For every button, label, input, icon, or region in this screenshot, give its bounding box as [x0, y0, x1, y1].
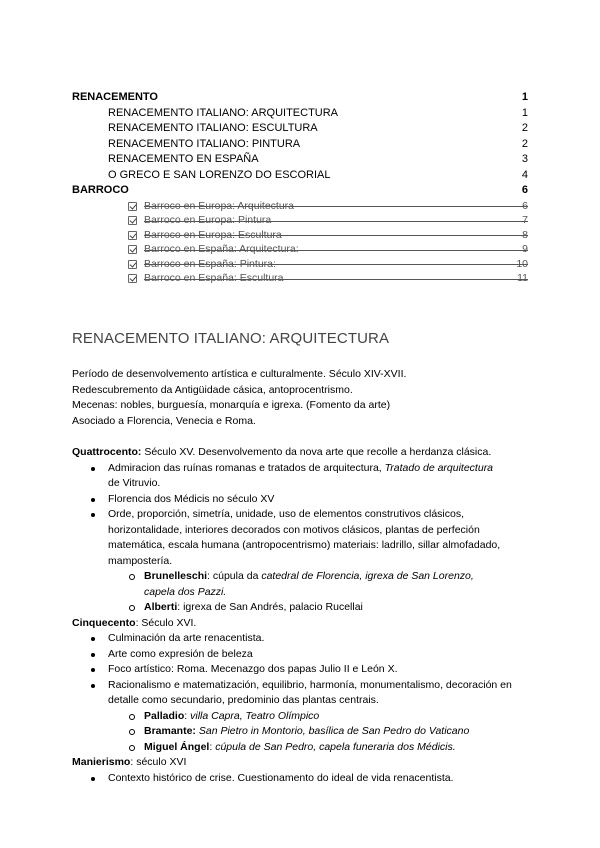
- term-label: Quattrocento:: [72, 446, 142, 458]
- toc-page-number: 9: [522, 243, 528, 256]
- toc-page-number: 1: [521, 91, 528, 103]
- toc-entry[interactable]: [72, 152, 528, 168]
- list-item: Orde, proporción, simetría, unidade, uso de elementos construtivos clásicos, horizontalidade, interiores decorados con motivos clásicos, plantas de perfeción matemática, escala humana (antropocentrismo) materiais: ladrillo, sillar almofadado, mampostería.: [72, 507, 532, 569]
- toc-label: Barroco en España: Arquitectura:: [144, 243, 299, 256]
- intro-line: Redescubremento da Antigüidade cásica, antoprocentrismo.: [72, 383, 353, 396]
- toc-label: O GRECO E SAN LORENZO DO ESCORIAL: [108, 168, 331, 181]
- toc-page-number: 10: [516, 257, 528, 270]
- document-body: [72, 367, 532, 786]
- toc-label: RENACEMENTO ITALIANO: ARQUITECTURA: [108, 106, 339, 119]
- toc-label: Barroco en Europa: Arquitectura: [144, 199, 295, 212]
- section-heading: RENACEMENTO ITALIANO: ARQUITECTURA: [72, 330, 390, 347]
- list-item-text: :: [209, 740, 216, 753]
- toc-checklist-entry[interactable]: [72, 199, 528, 214]
- toc-entry-barroco[interactable]: [72, 183, 528, 199]
- strikethrough-line: [144, 206, 528, 207]
- strikethrough-line: [144, 279, 528, 280]
- toc-label: RENACEMENTO ITALIANO: ESCULTURA: [108, 122, 318, 134]
- term-description: : Século XVI.: [135, 616, 197, 629]
- italic-text: San Pietro in Montorio, basílica de San Pedro do Vaticano: [198, 725, 470, 737]
- list-item: Racionalismo e matematización, equilibrio, harmonía, monumentalismo, decoración en detalle como secundario, predominio das plantas centrais.: [72, 678, 532, 709]
- intro-line: Período de desenvolvemento artística e culturalmente. Século XIV-XVII.: [72, 368, 407, 380]
- italic-text: catedral de Florencia, igrexa de San Lorenzo,: [261, 570, 474, 582]
- strikethrough-line: [144, 250, 528, 251]
- toc-label: RENACEMENTO ITALIANO: PINTURA: [108, 137, 301, 150]
- list-item-text: de Vitruvio.: [108, 477, 161, 489]
- cinquecento-list: [72, 631, 532, 709]
- quattrocento-list: [72, 461, 532, 570]
- toc-page-number: 2: [521, 137, 528, 150]
- quattrocento-heading: [72, 445, 532, 461]
- artist-name: Bramante:: [144, 725, 196, 737]
- toc-label: RENACEMENTO: [72, 91, 158, 103]
- manierismo-list: [72, 771, 532, 787]
- list-item: Contexto histórico de crise. Cuestionamento do ideal de vida renacentista.: [72, 771, 532, 787]
- toc-entry[interactable]: [72, 121, 528, 137]
- toc-page-number: 7: [522, 214, 528, 227]
- list-item-text: :: [184, 709, 191, 722]
- cinquecento-artists-list: [72, 709, 532, 756]
- checked-checkbox-icon[interactable]: [128, 202, 137, 211]
- toc-checklist-entry[interactable]: [72, 213, 528, 228]
- toc-label: Barroco en Europa: Escultura: [144, 228, 282, 241]
- italic-text: capela dos Pazzi.: [144, 585, 227, 598]
- italic-text: villa Capra, Teatro Olímpico: [190, 709, 320, 722]
- toc-checklist-entry[interactable]: [72, 228, 528, 243]
- list-item: [72, 740, 532, 756]
- table-of-contents: [72, 90, 528, 286]
- toc-entry[interactable]: [72, 168, 528, 184]
- manierismo-heading: [72, 755, 532, 771]
- strikethrough-line: [144, 235, 528, 236]
- list-item: [72, 709, 532, 725]
- toc-page-number: 8: [522, 228, 528, 241]
- term-label: Cinquecento: [72, 616, 136, 629]
- toc-label: BARROCO: [72, 184, 129, 196]
- list-item: Arte como expresión de beleza: [72, 647, 532, 663]
- checked-checkbox-icon[interactable]: [128, 231, 137, 240]
- list-item-text: : igrexa de San Andrés, palacio Rucellai: [177, 601, 363, 613]
- toc-label: Barroco en España: Escultura: [144, 272, 284, 285]
- term-description: Século XV. Desenvolvemento da nova arte que recolle a herdanza clásica.: [141, 446, 492, 458]
- list-item: [72, 461, 532, 492]
- list-item: Culminación da arte renacentista.: [72, 631, 532, 647]
- list-item-text: Admiracion das ruínas romanas e tratados de arquitectura,: [108, 461, 385, 474]
- toc-checklist-entry[interactable]: [72, 257, 528, 272]
- italic-text: Tratado de arquitectura: [384, 461, 494, 474]
- cinquecento-heading: [72, 616, 532, 632]
- artist-name: Miguel Ángel: [144, 740, 210, 753]
- checked-checkbox-icon[interactable]: [128, 274, 137, 283]
- artist-name: Palladio: [144, 709, 185, 722]
- toc-page-number: 2: [521, 122, 528, 134]
- list-item: Foco artístico: Roma. Mecenazgo dos papas Julio II e León X.: [72, 662, 532, 678]
- toc-page-number: 6: [522, 199, 528, 212]
- toc-entry-renacemento[interactable]: [72, 90, 528, 106]
- toc-page-number: 1: [521, 106, 528, 119]
- list-item: [72, 569, 532, 600]
- toc-label: Barroco en España: Pintura:: [144, 257, 276, 270]
- toc-page-number: 6: [521, 184, 528, 196]
- checked-checkbox-icon[interactable]: [128, 260, 137, 269]
- checked-checkbox-icon[interactable]: [128, 245, 137, 254]
- toc-page-number: 4: [521, 168, 528, 181]
- toc-page-number: 3: [521, 153, 528, 165]
- quattrocento-artists-list: [72, 569, 532, 616]
- list-item-text: : cúpula da: [207, 570, 262, 582]
- checked-checkbox-icon[interactable]: [128, 216, 137, 225]
- term-label: Manierismo: [72, 756, 131, 768]
- toc-checklist-entry[interactable]: [72, 242, 528, 257]
- term-description: : século XVI: [130, 756, 187, 768]
- list-item: Florencia dos Médicis no século XV: [72, 492, 532, 508]
- toc-label: Barroco en Europa: Pintura: [144, 214, 272, 227]
- list-item: [72, 724, 532, 740]
- toc-label: RENACEMENTO EN ESPAÑA: [108, 153, 259, 165]
- italic-text: cúpula de San Pedro, capela funeraria dos Médicis.: [215, 740, 456, 753]
- toc-entry[interactable]: [72, 137, 528, 153]
- intro-line: Asociado a Florencia, Venecia e Roma.: [72, 414, 256, 427]
- toc-entry[interactable]: [72, 106, 528, 122]
- strikethrough-line: [144, 264, 528, 265]
- toc-page-number: 11: [517, 272, 528, 285]
- artist-name: Brunelleschi: [144, 570, 208, 582]
- artist-name: Alberti: [144, 601, 178, 613]
- intro-line: Mecenas: nobles, burguesía, monarquía e igrexa. (Fomento da arte): [72, 399, 391, 411]
- strikethrough-line: [144, 221, 528, 222]
- list-item: [72, 600, 532, 616]
- toc-checklist-entry[interactable]: [72, 271, 528, 286]
